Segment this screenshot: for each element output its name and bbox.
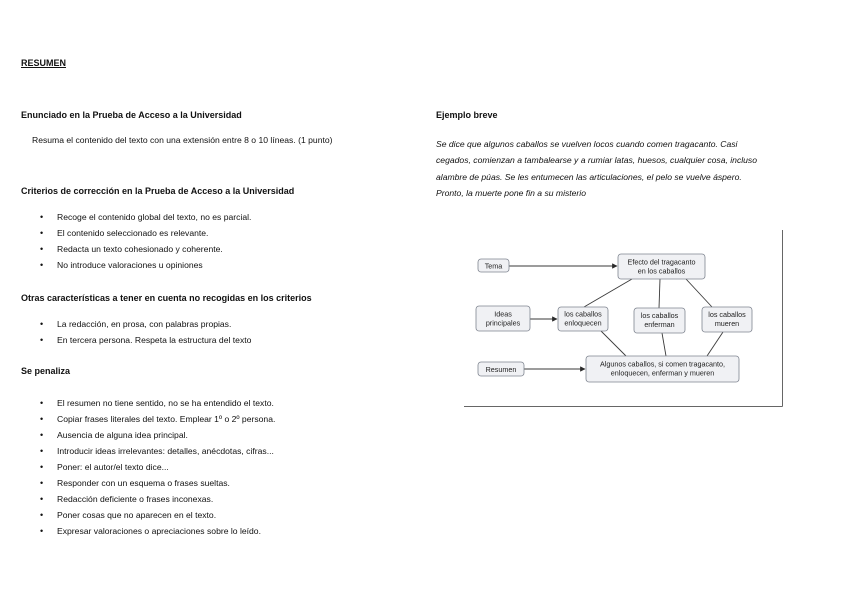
edge-enloquecen-resumen xyxy=(601,331,626,356)
list-item: • El resumen no tiene sentido, no se ha entendido el texto. xyxy=(40,395,420,411)
edge-enferman-resumen xyxy=(662,333,666,356)
node-tema xyxy=(478,259,509,272)
node-mueren-label-2: mueren xyxy=(714,319,740,328)
ejemplo-line: alambre de púas. Se les entumecen las articulaciones, el pelo se vuelve áspero. xyxy=(436,171,742,182)
node-ideas-label-1: Ideas xyxy=(494,309,512,319)
node-ideas-principales xyxy=(476,306,530,331)
node-enferman-label-2: enferman xyxy=(644,320,675,329)
concept-map-diagram xyxy=(464,230,784,408)
list-item: • La redacción, en prosa, con palabras propias. xyxy=(40,316,420,332)
node-mueren-label-1: los caballos xyxy=(708,310,746,319)
edge-efecto-enferman xyxy=(659,279,660,308)
ejemplo-line: Se dice que algunos caballos se vuelven locos cuando comen tragacanto. Casi xyxy=(436,139,738,149)
otras-heading: Otras características a tener en cuenta no recogidas en los criterios xyxy=(21,293,312,303)
list-item: • Poner: el autor/el texto dice... xyxy=(40,459,420,475)
list-item: • En tercera persona. Respeta la estructura del texto xyxy=(40,332,420,348)
ejemplo-line: Pronto, la muerte pone fin a su misterio xyxy=(436,187,586,198)
node-efecto-label-2: en los caballos xyxy=(637,266,686,276)
node-enloquecen xyxy=(558,307,608,331)
list-item: • Redacción deficiente o frases inconexas. xyxy=(40,491,420,507)
ejemplo-heading: Ejemplo breve xyxy=(436,110,498,120)
node-enferman-label-1: los caballos xyxy=(640,311,679,320)
node-resumen-texto xyxy=(586,356,739,382)
node-efecto xyxy=(618,254,705,279)
node-enferman xyxy=(634,308,685,333)
list-item: • Poner cosas que no aparecen en el texto. xyxy=(40,507,420,523)
criterios-list xyxy=(40,209,420,273)
list-item: • El contenido seleccionado es relevante. xyxy=(40,225,420,241)
node-mueren xyxy=(702,307,752,332)
list-item: • Copiar frases literales del texto. Emplear 1º o 2º persona. xyxy=(40,411,420,427)
list-item: • Recoge el contenido global del texto, no es parcial. xyxy=(40,209,420,225)
node-resumen-texto-label-2: enloquecen, enferman y mueren xyxy=(610,368,715,378)
page-title: RESUMEN xyxy=(21,58,67,68)
penaliza-list xyxy=(40,395,420,539)
enunciado-heading: Enunciado en la Prueba de Acceso a la Universidad xyxy=(21,110,242,120)
criterios-heading: Criterios de corrección en la Prueba de Acceso a la Universidad xyxy=(21,186,295,196)
edge-efecto-mueren xyxy=(686,279,712,307)
list-item: • Expresar valoraciones o apreciaciones sobre lo leído. xyxy=(40,523,420,539)
edge-efecto-enloquecen xyxy=(584,279,632,307)
node-tema-label: Tema xyxy=(484,261,503,271)
node-resumen xyxy=(478,362,524,376)
node-resumen-texto-label-1: Algunos caballos, si comen tragacanto, xyxy=(599,359,726,369)
edge-mueren-resumen xyxy=(707,332,723,356)
node-efecto-label-1: Efecto del tragacanto xyxy=(627,257,696,267)
list-item: • Introducir ideas irrelevantes: detalles, anécdotas, cifras... xyxy=(40,443,420,459)
ejemplo-text xyxy=(436,136,816,201)
penaliza-heading: Se penaliza xyxy=(21,366,71,376)
node-ideas-label-2: principales xyxy=(485,318,521,328)
enunciado-text: Resuma el contenido del texto con una extensión entre 8 o 10 líneas. (1 punto) xyxy=(32,135,333,145)
node-resumen-label: Resumen xyxy=(485,365,517,374)
list-item: • Ausencia de alguna idea principal. xyxy=(40,427,420,443)
list-item: • No introduce valoraciones u opiniones xyxy=(40,257,420,273)
node-enloquecen-label-1: los caballos xyxy=(564,309,602,319)
otras-list xyxy=(40,316,420,348)
list-item: • Redacta un texto cohesionado y coherente. xyxy=(40,241,420,257)
node-enloquecen-label-2: enloquecen xyxy=(564,318,602,328)
ejemplo-line: cegados, comienzan a tambalearse y a rumiar latas, huesos, cualquier cosa, incluso xyxy=(436,155,758,166)
list-item: • Responder con un esquema o frases sueltas. xyxy=(40,475,420,491)
